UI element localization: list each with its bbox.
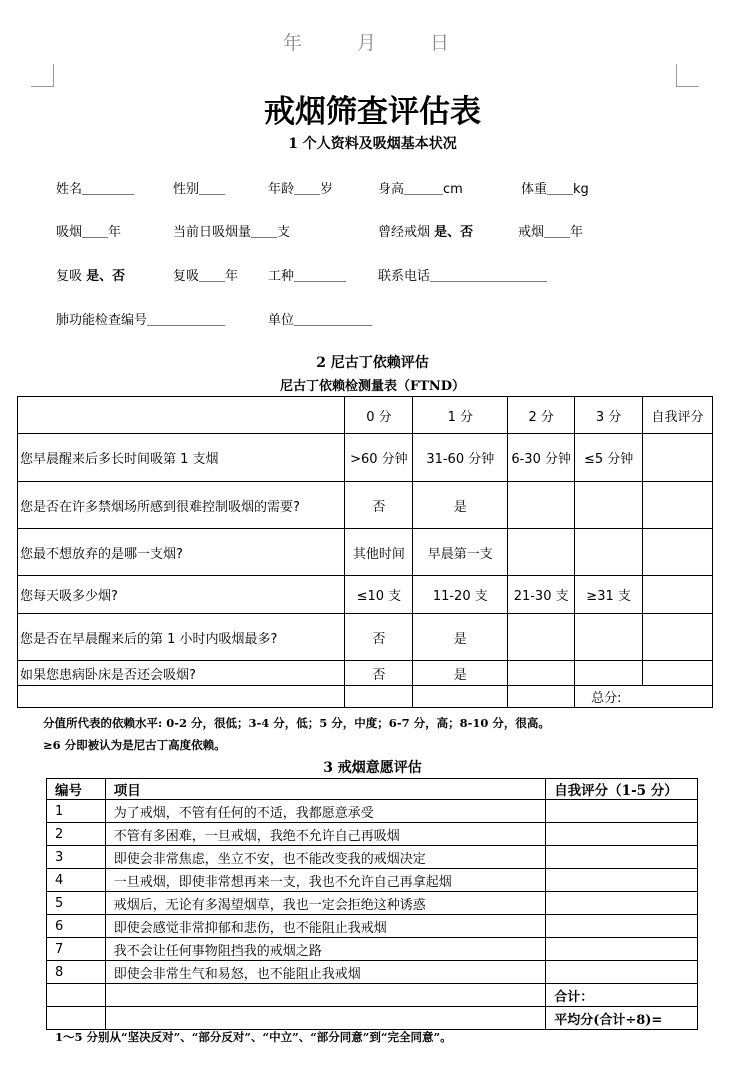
willingness-total-row [47,984,698,1007]
ftnd-question: 您每天吸多少烟? [18,576,345,614]
row-item: 不管有多困难，一旦戒烟，我绝不允许自己再吸烟 [105,823,545,846]
ftnd-option[interactable]: 是 [413,614,508,661]
ftnd-total-label: 总分: [591,691,622,706]
field-relapse[interactable] [56,265,125,284]
ftnd-option[interactable]: 是 [413,482,508,529]
section3-title: 3 戒烟意愿评估 [323,760,422,776]
dependency-level-note: 分值所代表的依赖水平: 0-2 分，很低；3-4 分，低；5 分，中度；6-7 分，高；8-10 分，很高。 [43,716,550,730]
ftnd-option[interactable]: ≤5 分钟 [575,434,643,482]
ftnd-option[interactable]: 否 [345,614,413,661]
ftnd-table [17,396,713,708]
date-day: 日 [430,32,451,54]
corner-mark-left [31,64,54,87]
willingness-header-row [47,779,698,800]
high-dependency-note: ≥6 分即被认为是尼古丁高度依赖。 [43,738,226,752]
ftnd-total-row [18,686,713,708]
ftnd-option[interactable] [508,482,575,529]
ftnd-total[interactable] [575,686,713,708]
row-item: 戒烟后，无论有多渴望烟草，我也一定会拒绝这种诱惑 [105,892,545,915]
willingness-row [47,800,698,823]
row-no: 8 [47,961,106,984]
corner-mark-right [676,64,699,87]
ftnd-self-score[interactable] [643,482,713,529]
ftnd-option[interactable] [575,482,643,529]
header-score: 自我评分（1-5 分） [546,779,698,800]
ftnd-question: 您早晨醒来后多长时间吸第 1 支烟 [18,434,345,482]
row-no: 5 [47,892,106,915]
ftnd-header-cell: 自我评分 [643,397,713,434]
empty-cell [47,984,106,1007]
willingness-row [47,846,698,869]
willingness-total[interactable]: 合计： [546,984,698,1007]
ftnd-header-cell: 3 分 [575,397,643,434]
ftnd-row [18,576,713,614]
empty-cell [105,984,545,1007]
ftnd-row [18,482,713,529]
willingness-row [47,823,698,846]
willingness-table [46,778,698,1030]
header-no: 编号 [47,779,106,800]
ftnd-option[interactable]: 其他时间 [345,529,413,576]
ftnd-row [18,529,713,576]
row-no: 7 [47,938,106,961]
row-score-input[interactable] [546,892,698,915]
willingness-row [47,938,698,961]
ftnd-header-cell: 0 分 [345,397,413,434]
willingness-row [47,915,698,938]
ftnd-question: 如果您患病卧床是否还会吸烟? [18,661,345,686]
ftnd-option[interactable]: 11-20 支 [413,576,508,614]
header-item: 项目 [105,779,545,800]
quit-before-options[interactable]: 是、否 [434,225,474,240]
row-no: 2 [47,823,106,846]
relapse-options[interactable]: 是、否 [86,269,126,284]
ftnd-self-score[interactable] [643,434,713,482]
ftnd-empty-cell [508,686,575,708]
row-score-input[interactable] [546,869,698,892]
field-age[interactable]: 年龄＿＿岁 [268,182,334,197]
section1-title: 1 个人资料及吸烟基本状况 [288,136,457,152]
row-score-input[interactable] [546,846,698,869]
willingness-row [47,869,698,892]
ftnd-option[interactable] [508,661,575,686]
row-no: 1 [47,800,106,823]
section2-title: 2 尼古丁依赖评估 [316,355,429,371]
ftnd-option[interactable]: 否 [345,661,413,686]
row-score-input[interactable] [546,823,698,846]
row-item: 一旦戒烟，即使非常想再来一支，我也不允许自己再拿起烟 [105,869,545,892]
field-weight[interactable]: 体重＿＿kg [521,182,589,197]
field-name[interactable]: 姓名＿＿＿＿ [56,182,135,197]
row-item: 即使会非常焦虑，坐立不安，也不能改变我的戒烟决定 [105,846,545,869]
row-score-input[interactable] [546,915,698,938]
field-quit-years[interactable]: 戒烟＿＿年 [518,225,584,240]
empty-cell [105,1007,545,1030]
ftnd-option[interactable] [575,614,643,661]
ftnd-header-cell [18,397,345,434]
ftnd-option[interactable]: >60 分钟 [345,434,413,482]
relapse-label: 复吸 [56,269,83,284]
row-score-input[interactable] [546,961,698,984]
ftnd-row [18,661,713,686]
quit-before-label: 曾经戒烟 [378,225,431,240]
field-unit[interactable]: 单位＿＿＿＿＿＿ [268,313,373,328]
ftnd-empty-cell [345,686,413,708]
ftnd-option[interactable]: 是 [413,661,508,686]
ftnd-option[interactable] [508,529,575,576]
field-relapse-years[interactable]: 复吸＿＿年 [173,269,239,284]
ftnd-empty-cell [413,686,508,708]
ftnd-self-score[interactable] [643,576,713,614]
ftnd-self-score[interactable] [643,661,713,686]
ftnd-option[interactable]: ≥31 支 [575,576,643,614]
date-month: 月 [357,32,378,54]
willingness-row [47,892,698,915]
ftnd-empty-cell [18,686,345,708]
field-job[interactable]: 工种＿＿＿＿ [268,269,347,284]
field-height[interactable]: 身高＿＿＿cm [378,182,463,197]
date-year: 年 [283,32,304,54]
field-quit-before[interactable] [378,221,473,240]
section2-subtitle: 尼古丁依赖检测量表（FTND） [279,379,466,394]
field-smoke-years[interactable]: 吸烟＿＿年 [56,225,122,240]
field-gender[interactable]: 性别＿＿ [173,182,226,197]
row-score-input[interactable] [546,800,698,823]
ftnd-self-score[interactable] [643,614,713,661]
row-no: 6 [47,915,106,938]
scale-note: 1～5 分别从“坚决反对”、“部分反对”、“中立”、“部分同意”到“完全同意”。 [55,1030,452,1044]
ftnd-option[interactable]: 31-60 分钟 [413,434,508,482]
row-no: 4 [47,869,106,892]
ftnd-row [18,614,713,661]
ftnd-option[interactable] [575,661,643,686]
row-item: 为了戒烟，不管有任何的不适，我都愿意承受 [105,800,545,823]
row-item: 即使会感觉非常抑郁和悲伤，也不能阻止我戒烟 [105,915,545,938]
willingness-avg-row [47,1007,698,1030]
ftnd-row [18,434,713,482]
ftnd-option[interactable]: 否 [345,482,413,529]
field-phone[interactable]: 联系电话＿＿＿＿＿＿＿＿＿ [378,269,548,284]
ftnd-question: 您是否在早晨醒来后的第 1 小时内吸烟最多? [18,614,345,661]
ftnd-self-score[interactable] [643,529,713,576]
ftnd-question: 您是否在许多禁烟场所感到很难控制吸烟的需要? [18,482,345,529]
ftnd-header-row [18,397,713,434]
field-lung-id[interactable]: 肺功能检查编号＿＿＿＿＿＿ [56,313,226,328]
ftnd-question: 您最不想放弃的是哪一支烟? [18,529,345,576]
ftnd-option[interactable] [575,529,643,576]
page-title: 戒烟筛查评估表 [264,94,481,130]
ftnd-header-cell: 2 分 [508,397,575,434]
willingness-row [47,961,698,984]
willingness-average[interactable]: 平均分(合计÷8)= [546,1007,698,1030]
ftnd-option[interactable]: ≤10 支 [345,576,413,614]
ftnd-option[interactable] [508,614,575,661]
ftnd-header-cell: 1 分 [413,397,508,434]
row-no: 3 [47,846,106,869]
field-daily-amount[interactable]: 当前日吸烟量＿＿支 [173,225,291,240]
row-item: 即使会非常生气和易怒，也不能阻止我戒烟 [105,961,545,984]
row-score-input[interactable] [546,938,698,961]
row-item: 我不会让任何事物阻挡我的戒烟之路 [105,938,545,961]
ftnd-option[interactable]: 21-30 支 [508,576,575,614]
empty-cell [47,1007,106,1030]
ftnd-option[interactable]: 6-30 分钟 [508,434,575,482]
ftnd-option[interactable]: 早晨第一支 [413,529,508,576]
